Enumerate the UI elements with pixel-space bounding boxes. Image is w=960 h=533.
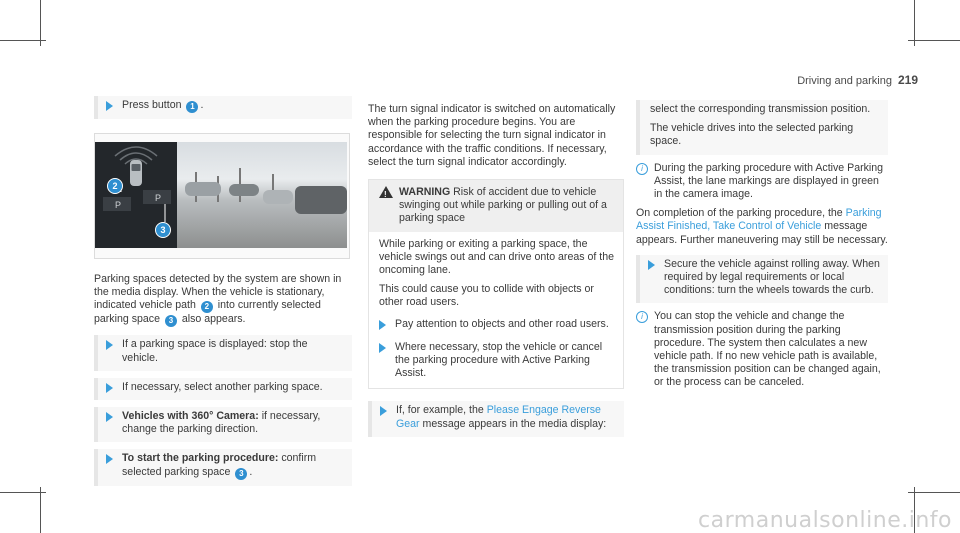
warning-step — [379, 318, 615, 331]
step-text: Secure the vehicle against rolling away. When required by legal requirements or local conditions: turn the wheels towards the curb. — [664, 257, 880, 297]
camera-image — [177, 142, 347, 248]
paragraph — [636, 207, 888, 247]
arrow-icon — [379, 320, 386, 330]
callout-3: 3 — [155, 222, 171, 238]
info-text: You can stop the vehicle and change the transmission position during the parking procedure. The system then calculates a new vehicle path. If no new vehicle path is available, the transmission position can be changed again, or the process can be canceled. — [654, 310, 881, 389]
warning-title: WARNING — [399, 186, 451, 199]
arrow-icon — [106, 101, 113, 111]
car-shape — [185, 182, 221, 196]
arrow-icon — [379, 343, 386, 353]
paragraph-text: into currently selected parking space — [94, 299, 321, 326]
column-1 — [94, 96, 352, 493]
callout-number: 3 — [235, 468, 247, 480]
arrow-icon — [106, 340, 113, 350]
paragraph-text: also appears. — [181, 313, 246, 326]
step-parking-direction — [94, 407, 352, 442]
callout-number: 2 — [201, 301, 213, 313]
step-label: Vehicles with 360° Camera: — [122, 410, 259, 423]
warning-header — [369, 180, 623, 232]
warning-text: Risk of accident due to vehicle swinging out while parking or pulling out of a parking space — [399, 186, 607, 225]
arrow-icon — [106, 454, 113, 464]
step-reverse-gear — [368, 401, 624, 436]
step-text: The vehicle drives into the selected parking space. — [650, 122, 854, 148]
step-text: . — [200, 99, 204, 111]
step-label: To start the parking procedure: — [122, 452, 279, 465]
warning-icon: ! — [379, 186, 393, 198]
arrow-icon — [380, 406, 387, 416]
info-note — [636, 162, 888, 202]
paragraph-text: Parking spaces detected by the system are shown in the media display. When the vehicle is stationary, indicated vehicle path — [94, 273, 342, 312]
display-message: Please Engage Reverse Gear — [396, 404, 601, 430]
warning-box — [368, 179, 624, 389]
callout-2: 2 — [107, 178, 123, 194]
info-icon: i — [636, 163, 648, 175]
section-title: Driving and parking — [797, 75, 892, 87]
camera-figure — [94, 133, 350, 259]
step-text: if necessary, change the parking direction. — [122, 410, 321, 436]
warning-paragraph: While parking or exiting a parking space, the vehicle swings out and can drive onto areas of the oncoming lane. — [379, 237, 614, 277]
step-text: . — [249, 465, 253, 478]
step-text: If necessary, select another parking space. — [122, 380, 323, 393]
step-text: If a parking space is displayed: stop the vehicle. — [122, 338, 308, 364]
column-2 — [368, 103, 624, 444]
paragraph: The turn signal indicator is switched on automatically when the parking procedure begins. You are responsible for selecting the turn signal indicator in accordance with the traffic conditions. If necessary, select the turn signal indicator accordingly. — [368, 103, 616, 168]
info-icon: i — [636, 311, 648, 323]
paragraph — [94, 273, 352, 327]
step-start-parking — [94, 449, 352, 485]
step-select-space — [94, 378, 352, 400]
info-text: During the parking procedure with Active Parking Assist, the lane markings are displayed in green in the camera image. — [654, 161, 884, 201]
step-text: Pay attention to objects and other road users. — [395, 317, 609, 330]
callout-number: 1 — [186, 101, 198, 113]
arrow-icon — [648, 260, 655, 270]
crop-mark — [908, 492, 960, 493]
arrow-icon — [106, 383, 113, 393]
display-message: Parking Assist Finished, Take Control of Vehicle — [636, 207, 882, 233]
crop-mark — [0, 40, 46, 41]
car-shape — [229, 184, 259, 196]
step-text: confirm selected parking space — [122, 452, 317, 478]
step-text: Where necessary, stop the vehicle or cancel the parking procedure with Active Parking Assist. — [395, 340, 603, 380]
warning-paragraph: This could cause you to collide with objects or other road users. — [379, 283, 594, 309]
paragraph-text: message appears. Further maneuvering may still be necessary. — [636, 220, 888, 246]
step-secure-vehicle — [636, 255, 888, 304]
page-header — [797, 74, 918, 88]
parking-display-panel — [95, 142, 177, 248]
step-text: message appears in the media display: — [422, 417, 607, 430]
info-note — [636, 310, 888, 389]
step-text: If, for example, the — [396, 404, 484, 417]
step-stop-vehicle — [94, 335, 352, 370]
crop-mark — [0, 492, 46, 493]
car-shape — [295, 186, 347, 214]
svg-text:P: P — [115, 200, 122, 210]
car-shape — [263, 190, 293, 204]
step-text: select the corresponding transmission position. — [650, 103, 871, 115]
svg-text:P: P — [155, 193, 162, 203]
warning-step — [379, 341, 615, 381]
column-3 — [636, 100, 888, 396]
warning-body — [369, 232, 623, 389]
crop-mark — [40, 487, 41, 533]
arrow-icon — [106, 412, 113, 422]
step-text: Press button — [122, 99, 182, 111]
watermark: carmanualsonline.info — [698, 507, 952, 533]
step-transmission — [636, 100, 888, 155]
crop-mark — [908, 40, 960, 41]
paragraph-text: On completion of the parking procedure, the — [636, 207, 843, 220]
callout-number: 3 — [165, 315, 177, 327]
page-number: 219 — [897, 73, 918, 87]
step-press-button — [94, 96, 352, 119]
